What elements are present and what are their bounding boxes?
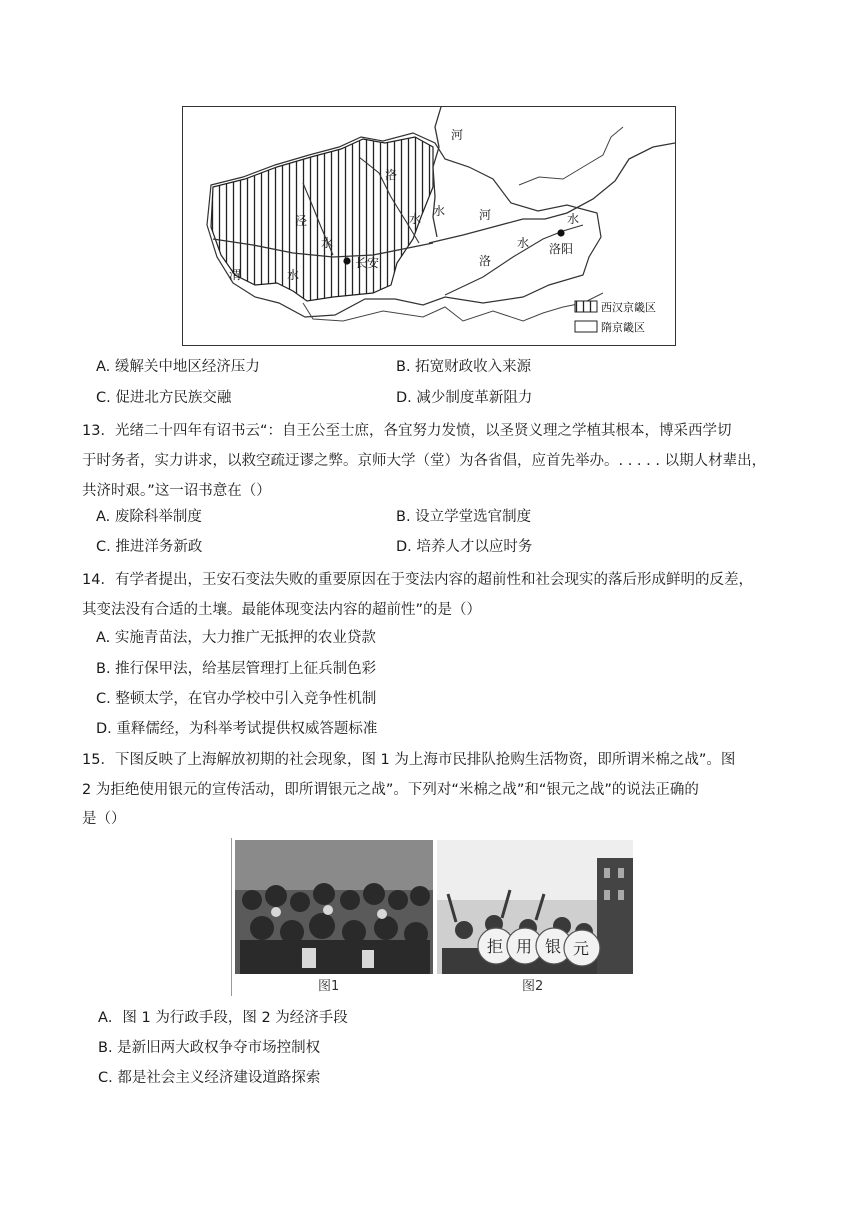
q14-stem-line1: 14．有学者提出，王安石变法失败的重要原因在于变法内容的超前性和社会现实的落后形成鲜明的反差， bbox=[82, 572, 753, 588]
q12-option-c: C. 促进北方民族交融 bbox=[96, 390, 232, 406]
legend-label-sui: 隋京畿区 bbox=[601, 321, 645, 334]
border-north bbox=[519, 127, 623, 185]
legend-swatch-han bbox=[575, 301, 597, 312]
label-luoyang: 洛阳 bbox=[549, 242, 574, 256]
label-shui6: 水 bbox=[287, 268, 300, 282]
q14-option-b: B. 推行保甲法，给基层管理打上征兵制色彩 bbox=[96, 661, 377, 677]
label-he-top: 河 bbox=[451, 128, 464, 142]
label-shui4: 水 bbox=[567, 212, 580, 226]
q13-stem-line2: 于时务者，实力讲求，以救空疏迂谬之弊。京师大学（堂）为各省倡，应首先举办。. . . . . 以期人材辈出， bbox=[82, 453, 767, 469]
q15-stem-line1: 15．下图反映了上海解放初期的社会现象，图 1 为上海市民排队抢购生活物资，即所谓米棉之战”。图 bbox=[82, 752, 736, 768]
q15-option-b: B. 是新旧两大政权争夺市场控制权 bbox=[98, 1040, 321, 1056]
legend-label-han: 西汉京畿区 bbox=[601, 301, 656, 314]
q13-stem-line3: 共济时艰。”这一诏书意在（） bbox=[82, 483, 271, 499]
label-luo-top: 洛 bbox=[385, 168, 398, 182]
q12-option-a: A. 缓解关中地区经济压力 bbox=[96, 359, 260, 375]
q13-option-c: C. 推进洋务新政 bbox=[96, 539, 203, 555]
q12-option-b: B. 拓宽财政收入来源 bbox=[396, 359, 532, 375]
fig2-caption: 图2 bbox=[522, 979, 544, 994]
q15-option-c: C. 都是社会主义经济建设道路探索 bbox=[98, 1070, 321, 1086]
q14-option-a: A. 实施青苗法，大力推广无抵押的农业贷款 bbox=[96, 630, 376, 646]
sign-char-2: 用 bbox=[516, 937, 533, 956]
fig1-caption: 图1 bbox=[318, 979, 340, 994]
luoyang-dot bbox=[557, 229, 564, 236]
label-shui2: 水 bbox=[433, 204, 446, 218]
sign-char-3: 银 bbox=[545, 937, 562, 956]
sign-char-4: 元 bbox=[573, 939, 590, 958]
q13-option-b: B. 设立学堂选官制度 bbox=[396, 509, 532, 525]
q13-stem-line1: 13．光绪二十四年有诏书云“：自王公至士庶，各宜努力发愤，以圣贤义理之学植其根本，博采西学切 bbox=[82, 423, 732, 439]
q14-option-c: C. 整顿太学，在官办学校中引入竞争性机制 bbox=[96, 691, 377, 707]
label-luo-low: 洛 bbox=[479, 254, 492, 268]
q14-stem-line2: 其变法没有合适的土壤。最能体现变法内容的超前性”的是（） bbox=[82, 602, 482, 618]
q15-stem-line2: 2 为拒绝使用银元的宣传活动，即所谓银元之战”。下列对“米棉之战”和“银元之战”的说法正确的 bbox=[82, 782, 699, 798]
sign-char-1: 拒 bbox=[487, 937, 504, 956]
label-he-mid: 河 bbox=[479, 208, 492, 222]
label-shui1: 水 bbox=[409, 212, 422, 226]
q14-option-d: D. 重释儒经，为科举考试提供权威答题标准 bbox=[96, 721, 378, 737]
map-svg bbox=[183, 107, 675, 345]
label-jing: 泾 bbox=[295, 214, 308, 228]
label-shui3: 水 bbox=[321, 236, 334, 250]
q15-photo-figure bbox=[231, 838, 634, 996]
changan-dot bbox=[343, 257, 350, 264]
label-wei: 渭 bbox=[229, 268, 242, 282]
map-figure bbox=[182, 106, 676, 346]
label-shui5: 水 bbox=[517, 236, 530, 250]
q13-option-a: A. 废除科举制度 bbox=[96, 509, 202, 525]
q12-option-d: D. 减少制度革新阻力 bbox=[396, 390, 533, 406]
q15-option-a: A．图 1 为行政手段，图 2 为经济手段 bbox=[98, 1010, 348, 1026]
q13-option-d: D. 培养人才以应时务 bbox=[396, 539, 533, 555]
legend-swatch-sui bbox=[575, 321, 597, 332]
q15-stem-line3: 是（） bbox=[82, 811, 126, 827]
label-changan: 长安 bbox=[355, 256, 380, 270]
q15-photo-svg bbox=[232, 838, 634, 996]
